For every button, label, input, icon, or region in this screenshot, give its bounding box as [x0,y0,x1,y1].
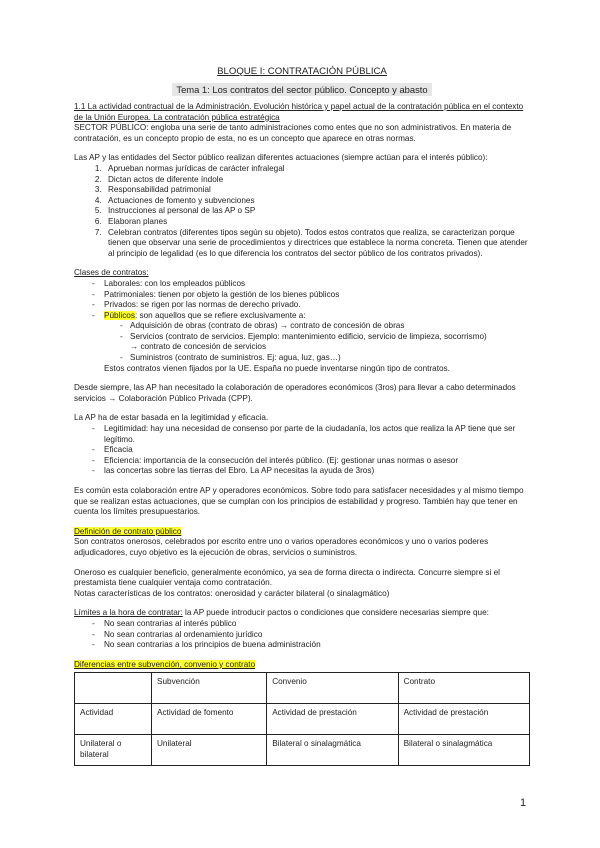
list-item: - Legitimidad: hay una necesidad de consenso por parte de la ciudadanía, los actos que realiza la AP tiene que ser legítimo. [74,424,530,445]
list-item: 7. Celebran contratos (diferentes tipos según su objeto). Todos estos contratos que realiza, se caracterizan porque tienen que observar una serie de procedimientos y directrices que establece la norma concreta. Tienen que atender al principio de legalidad (es lo que diferencia los contratos del sector público de los contratos privados). [104,228,530,260]
table-row [75,735,530,766]
table-cell: Convenio [267,673,398,704]
list-item: - Patrimoniales: tienen por objeto la gestión de los bienes públicos [74,290,530,301]
table-cell: Contrato [398,673,529,704]
oneroso-paragraph: Oneroso es cualquier beneficio, generalmente económico, ya sea de forma directa o indirecta. Concurre siempre si el prestamista tiene cualquier ventaja como contratación. [74,567,500,588]
list-item: - Eficiencia: importancia de la consecución del interés público. (Ej: gestionar unas normas o asesor [74,456,530,467]
list-item: 6. Elaboran planes [104,217,530,228]
basada-intro: La AP ha de estar basada en la legitimidad y eficacia. [74,413,269,423]
list-item: - Eficacia [74,445,530,456]
ap-intro: Las AP y las entidades del Sector público realizan diferentes actuaciones (siempre actúan para el interés público): [74,153,488,163]
table-cell: Actividad [75,704,152,735]
table-cell: Subvención [152,673,267,704]
list-item: 2. Dictan actos de diferente índole [104,175,530,186]
list-item: 4. Actuaciones de fomento y subvenciones [104,196,530,207]
list-item-publicos: - Públicos: son aquellos que se refiere exclusivamente a: [74,311,530,322]
table-cell: Actividad de prestación [267,704,398,735]
ue-note: Estos contratos vienen fijados por la UE. España no puede inventarse ningún tipo de contratos. [104,363,450,373]
sector-publico-paragraph: SECTOR PÚBLICO: engloba una serie de tanto administraciones como entes que no son administrativos. En materia de contratación, es un concepto propio de esta, no es un concepto que aparece en otras normas. [74,123,512,143]
limites-paragraph: Límites a la hora de contratar: la AP puede introducir pactos o condiciones que considere necesarias siempre que: [74,608,489,618]
publicos-sublist [74,321,530,363]
list-item: - las concertas sobre las tierras del Ebro. La AP necesitas la ayuda de 3ros) [74,466,530,477]
notas-paragraph: Notas características de los contratos: onerosidad y carácter bilateral (o sinalagmático) [74,588,390,598]
list-item: 3. Responsabilidad patrimonial [104,185,530,196]
diferencias-heading: Diferencias entre subvención, convenio y contrato [74,659,256,669]
diferencias-table [74,672,530,766]
publicos-highlight: Públicos [104,310,135,320]
table-row [75,704,530,735]
cpp-paragraph: Desde siempre, las AP han necesitado la colaboración de operadores económicos (3ros) para llevar a cabo determinados servicios → Colaboración Público Privada (CPP). [74,383,516,403]
table-cell: Actividad de prestación [398,704,529,735]
list-item: - Servicios (contrato de servicios. Ejemplo: mantenimiento edificio, servicio de limpieza, socorrismo) → contrato de concesión de servicios [74,332,530,353]
list-item: - No sean contrarias a los principios de buena administración [74,640,530,651]
list-item: 5. Instrucciones al personal de las AP o SP [104,206,530,217]
table-cell: Actividad de fomento [152,704,267,735]
list-item: - Suministros (contrato de suministros. Ej: agua, luz, gas…) [74,353,530,364]
section-heading: 1.1 La actividad contractual de la Administración. Evolución histórica y papel actual de la contratación pública en el contexto de la Unión Europea. La contratación pública estratégica [74,102,524,122]
document-page [74,66,530,766]
list-item: - No sean contrarias al interés público [74,619,530,630]
clases-list [74,279,530,321]
table-cell: Bilateral o sinalagmática [267,735,398,766]
colaboracion-paragraph: Es común esta colaboración entre AP y operadores económicos. Sobre todo para satisfacer necesidades y al mismo tiempo que se realizan estas actuaciones, que se cumplan con los principios de estabilidad y progreso. También hay que tener en cuenta los límites presupuestarios. [74,486,524,517]
table-cell [75,673,152,704]
limites-list [74,619,530,651]
block-title: BLOQUE I: CONTRATACIÓN PÚBLICA [217,66,387,77]
table-cell: Bilateral o sinalagmática [398,735,529,766]
definicion-text: Son contratos onerosos, celebrados por escrito entre uno o varios operadores económicos y uno o varios poderes adjudicadores, cuyo objetivo es la ejecución de obras, servicios o suministros. [74,537,489,557]
list-item: - Privados: se rigen por las normas de derecho privado. [74,300,530,311]
page-number: 1 [520,797,527,809]
ap-actions-list [74,164,530,259]
list-item: - Laborales: con los empleados públicos [74,279,530,290]
list-item: - No sean contrarias al ordenamiento jurídico [74,630,530,641]
table-header-row [75,673,530,704]
definicion-heading: Definición de contrato público [74,526,182,536]
list-item: - Adquisición de obras (contrato de obras) → contrato de concesión de obras [74,321,530,332]
table-cell: Unilateral [152,735,267,766]
list-item: 1. Aprueban normas jurídicas de carácter infralegal [104,164,530,175]
tema-title: Tema 1: Los contratos del sector público. Concepto y abasto [74,84,530,96]
basada-list [74,424,530,477]
clases-heading: Clases de contratos: [74,268,149,278]
table-cell: Unilateral o bilateral [75,735,152,766]
